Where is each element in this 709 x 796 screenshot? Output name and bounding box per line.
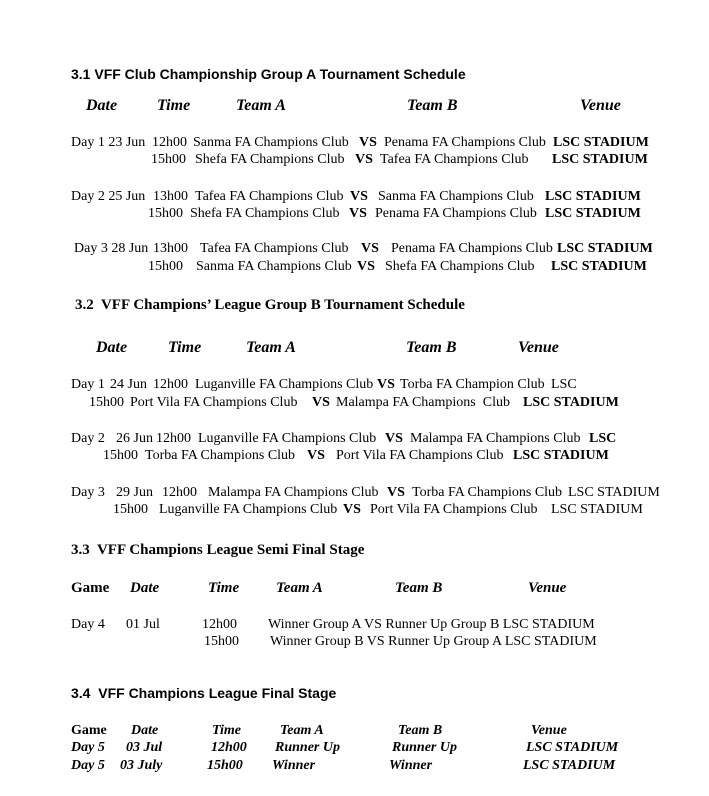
s3-header-game: Game — [71, 580, 110, 596]
s4-header-game: Game — [71, 723, 107, 738]
s1-row-1-venue: LSC STADIUM — [553, 135, 649, 150]
section-3-2-title: 3.2 VFF Champions’ League Group B Tournament Schedule — [75, 297, 465, 313]
s4-row-2-venue: LSC STADIUM — [523, 758, 616, 773]
s1-row-1-vs: VS — [359, 135, 377, 150]
s4-header-venue: Venue — [531, 723, 567, 738]
s2-header-time: Time — [168, 339, 202, 356]
s1-row-6-venue: LSC STADIUM — [551, 259, 647, 274]
s2-row-1-date: 24 Jun — [110, 377, 147, 392]
s1-row-2-time: 15h00 — [151, 152, 186, 167]
s4-header-time: Time — [212, 723, 242, 738]
s2-row-5-venue: LSC STADIUM — [568, 485, 660, 500]
s3-day: Day 4 — [71, 617, 105, 632]
s4-row-1-date: 03 Jul — [126, 740, 163, 755]
s1-row-5-vs: VS — [361, 241, 379, 256]
s2-row-4-time: 15h00 — [103, 448, 138, 463]
s1-row-2-venue: LSC STADIUM — [552, 152, 648, 167]
s2-row-4-team-a: Torba FA Champions Club — [145, 448, 296, 463]
s2-row-1-venue: LSC — [551, 377, 577, 392]
s1-row-6-time: 15h00 — [148, 259, 183, 274]
s1-header-venue: Venue — [580, 97, 621, 114]
s1-row-5-day: Day 3 28 Jun — [74, 241, 149, 256]
s3-row-1-match: Winner Group A VS Runner Up Group B LSC STADIUM — [268, 617, 595, 632]
s3-header-venue: Venue — [528, 580, 567, 596]
s2-row-5-date: 29 Jun — [116, 485, 153, 500]
s4-row-1-team-a: Runner Up — [275, 740, 340, 755]
s2-row-3-vs: VS — [385, 431, 403, 446]
s1-row-6-vs: VS — [357, 259, 375, 274]
s2-row-6-vs: VS — [343, 502, 361, 517]
s4-row-1-team-b: Runner Up — [392, 740, 457, 755]
s1-header-time: Time — [157, 97, 191, 114]
s3-header-date: Date — [130, 580, 160, 596]
s2-row-3-team-a: Luganville FA Champions Club — [198, 431, 377, 446]
s2-row-2-team-a: Port Vila FA Champions Club — [130, 395, 298, 410]
s2-row-6-team-b: Port Vila FA Champions Club — [370, 502, 538, 517]
s3-row-2-time: 15h00 — [204, 634, 239, 649]
s4-row-2-date: 03 July — [120, 758, 163, 773]
s2-row-3-venue: LSC — [589, 431, 617, 446]
s2-row-3-team-b: Malampa FA Champions Club — [410, 431, 581, 446]
s1-row-4-venue: LSC STADIUM — [545, 206, 641, 221]
s2-row-2-team-b: Malampa FA Champions Club — [336, 395, 510, 410]
s1-row-5-venue: LSC STADIUM — [557, 241, 653, 256]
s1-row-2-team-b: Tafea FA Champions Club — [380, 152, 529, 167]
s1-row-5-team-b: Penama FA Champions Club — [391, 241, 553, 256]
s2-row-1-vs: VS — [377, 377, 395, 392]
s4-header-team-b: Team B — [398, 723, 443, 738]
s1-row-1-team-b: Penama FA Champions Club — [384, 135, 546, 150]
s2-header-date: Date — [96, 339, 128, 356]
s3-header-team-b: Team B — [395, 580, 443, 596]
s3-header-time: Time — [208, 580, 240, 596]
s2-row-2-time: 15h00 — [89, 395, 124, 410]
s4-row-2-time: 15h00 — [207, 758, 243, 773]
s2-row-5-team-a: Malampa FA Champions Club — [208, 485, 379, 500]
s3-header-team-a: Team A — [276, 580, 323, 596]
s1-row-3-vs: VS — [350, 189, 368, 204]
s1-row-5-team-a: Tafea FA Champions Club — [200, 241, 349, 256]
s1-header-team-b: Team B — [407, 97, 458, 114]
s1-row-3-venue: LSC STADIUM — [545, 189, 641, 204]
s1-row-1-time: 12h00 — [152, 135, 187, 150]
section-3-1-title: 3.1 VFF Club Championship Group A Tournament Schedule — [71, 66, 466, 82]
section-3-4-title: 3.4 VFF Champions League Final Stage — [71, 685, 337, 701]
s4-row-1-venue: LSC STADIUM — [526, 740, 619, 755]
s2-row-4-venue: LSC STADIUM — [513, 448, 609, 463]
s1-row-6-team-b: Shefa FA Champions Club — [385, 259, 535, 274]
s1-header-date: Date — [86, 97, 118, 114]
s1-row-3-team-a: Tafea FA Champions Club — [195, 189, 344, 204]
s2-row-5-vs: VS — [387, 485, 405, 500]
s2-row-1-time: 12h00 — [153, 377, 188, 392]
s4-row-2-game: Day 5 — [71, 758, 105, 773]
s1-row-2-team-a: Shefa FA Champions Club — [195, 152, 345, 167]
s1-row-2-vs: VS — [355, 152, 373, 167]
s4-header-team-a: Team A — [280, 723, 324, 738]
s1-row-6-team-a: Sanma FA Champions Club — [196, 259, 352, 274]
s2-row-5-day: Day 3 — [71, 485, 105, 500]
s4-header-date: Date — [131, 723, 159, 738]
s1-row-3-time: 13h00 — [153, 189, 188, 204]
s2-row-6-venue: LSC STADIUM — [551, 502, 643, 517]
s1-row-3-team-b: Sanma FA Champions Club — [378, 189, 534, 204]
s2-header-venue: Venue — [518, 339, 559, 356]
s4-row-1-game: Day 5 — [71, 740, 105, 755]
s1-row-4-team-a: Shefa FA Champions Club — [190, 206, 340, 221]
s1-row-4-time: 15h00 — [148, 206, 183, 221]
s2-row-5-time: 12h00 — [162, 485, 197, 500]
s2-row-4-team-b: Port Vila FA Champions Club — [336, 448, 504, 463]
s1-row-1-team-a: Sanma FA Champions Club — [193, 135, 349, 150]
s4-row-2-team-b: Winner — [389, 758, 433, 773]
s4-row-1-time: 12h00 — [211, 740, 247, 755]
s1-row-4-vs: VS — [349, 206, 367, 221]
s2-row-1-team-b: Torba FA Champion Club — [400, 377, 545, 392]
s3-row-2-match: Winner Group B VS Runner Up Group A LSC STADIUM — [270, 634, 597, 649]
s3-row-1-time: 12h00 — [202, 617, 237, 632]
s2-row-6-team-a: Luganville FA Champions Club — [159, 502, 338, 517]
s1-row-5-time: 13h00 — [153, 241, 188, 256]
s2-row-2-vs: VS — [312, 395, 330, 410]
s1-row-4-team-b: Penama FA Champions Club — [375, 206, 537, 221]
s4-row-2-team-a: Winner — [272, 758, 316, 773]
s2-row-3-day: Day 2 — [71, 431, 105, 446]
s2-row-6-time: 15h00 — [113, 502, 148, 517]
s2-row-5-team-b: Torba FA Champions Club — [412, 485, 563, 500]
s1-header-team-a: Team A — [236, 97, 286, 114]
s1-row-3-day: Day 2 25 Jun — [71, 189, 146, 204]
s2-row-4-vs: VS — [307, 448, 325, 463]
s2-row-1-team-a: Luganville FA Champions Club — [195, 377, 374, 392]
s2-header-team-b: Team B — [406, 339, 457, 356]
s1-row-1-day: Day 1 23 Jun — [71, 135, 146, 150]
s3-date: 01 Jul — [126, 617, 160, 632]
s2-header-team-a: Team A — [246, 339, 296, 356]
section-3-3-title: 3.3 VFF Champions League Semi Final Stage — [71, 542, 365, 558]
s2-row-3-date: 26 Jun — [116, 431, 153, 446]
s2-row-3-time: 12h00 — [156, 431, 191, 446]
s2-row-2-venue: LSC STADIUM — [523, 395, 619, 410]
s2-row-1-day: Day 1 — [71, 377, 105, 392]
